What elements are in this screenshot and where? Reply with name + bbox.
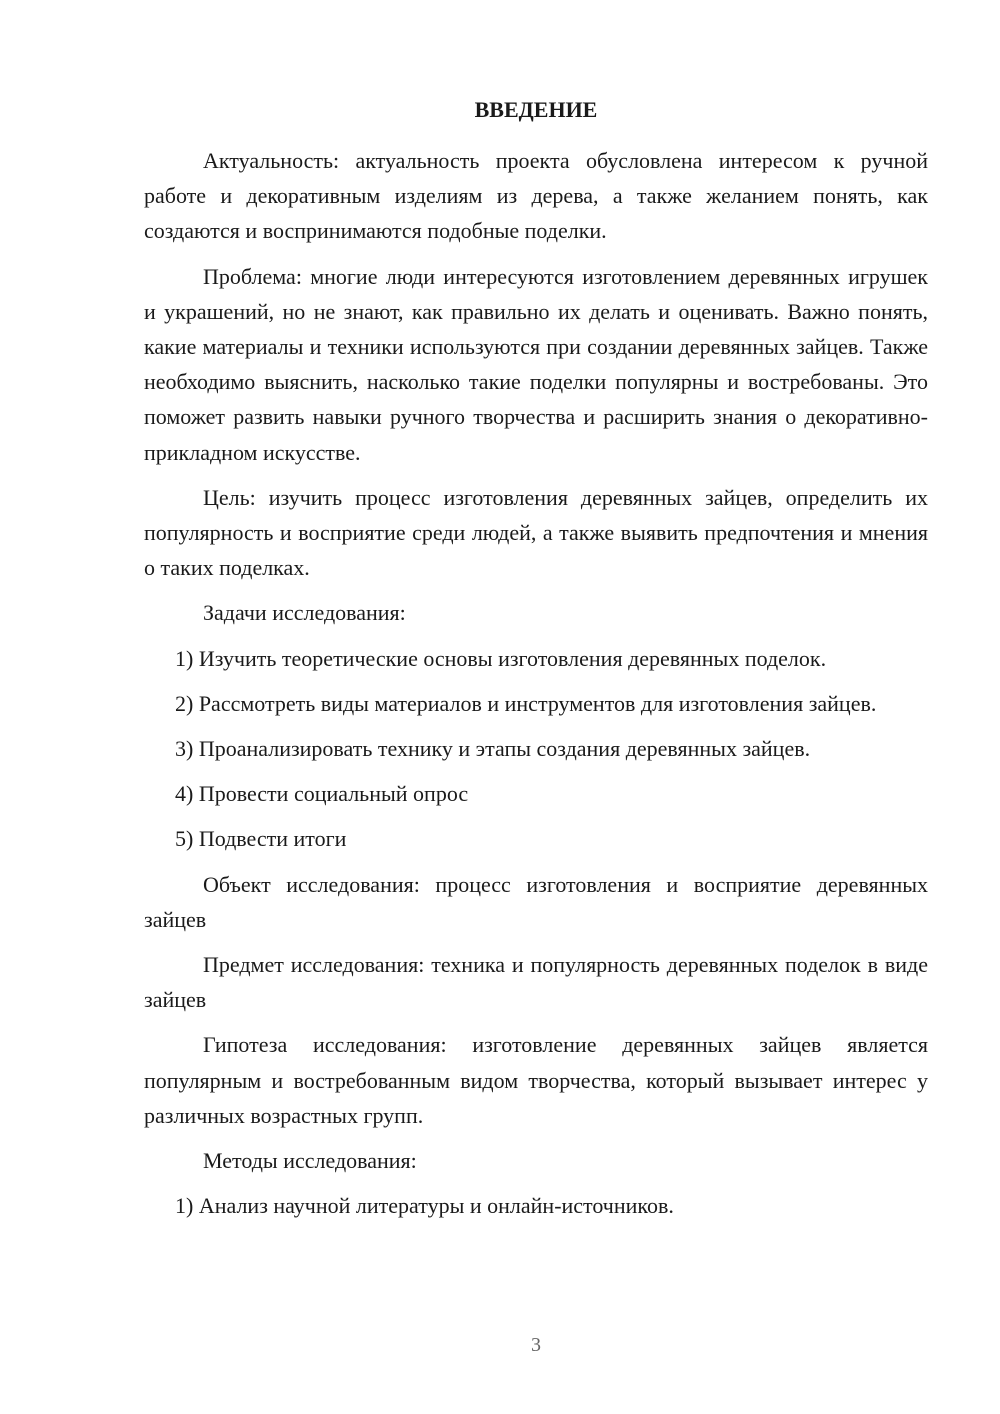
hypothesis-paragraph: Гипотеза исследования: изготовление деревянных зайцев является популярным и востребованным видом творчества, который вызывает интерес у различных возрастных групп. bbox=[144, 1032, 928, 1128]
page-number: 3 bbox=[531, 1334, 541, 1356]
section-title: ВВЕДЕНИЕ bbox=[474, 97, 598, 122]
method-item: 1) Анализ научной литературы и онлайн-источников. bbox=[175, 1193, 674, 1219]
task-item: 5) Подвести итоги bbox=[175, 826, 347, 852]
problem-paragraph: Проблема: многие люди интересуются изготовлением деревянных игрушек и украшений, но не знают, как правильно их делать и оценивать. Важно понять, какие материалы и техники используются при создании деревянных зайцев. Также необходимо выяснить, насколько такие поделки популярны и востребованы. Это поможет развить навыки ручного творчества и расширить знания о декоративно-прикладном искусстве. bbox=[144, 263, 928, 465]
goal-paragraph: Цель: изучить процесс изготовления деревянных зайцев, определить их популярность и восприятие среди людей, а также выявить предпочтения и мнения о таких поделках. bbox=[144, 484, 928, 581]
task-item: 2) Рассмотреть виды материалов и инструментов для изготовления зайцев. bbox=[175, 690, 877, 716]
task-item: 3) Проанализировать технику и этапы создания деревянных зайцев. bbox=[175, 736, 811, 762]
task-item: 4) Провести социальный опрос bbox=[175, 781, 469, 807]
task-item: 1) Изучить теоретические основы изготовления деревянных поделок. bbox=[175, 645, 827, 671]
subject-paragraph: Предмет исследования: техника и популярность деревянных поделок в виде зайцев bbox=[144, 952, 928, 1013]
document-page bbox=[144, 92, 928, 1233]
relevance-paragraph: Актуальность: актуальность проекта обусловлена интересом к ручной работе и декоративным изделиям из дерева, а также желанием понять, как создаются и воспринимаются подобные поделки. bbox=[144, 148, 928, 244]
tasks-heading: Задачи исследования: bbox=[203, 600, 406, 626]
methods-heading: Методы исследования: bbox=[203, 1148, 417, 1174]
object-paragraph: Объект исследования: процесс изготовления и восприятие деревянных зайцев bbox=[144, 871, 928, 932]
